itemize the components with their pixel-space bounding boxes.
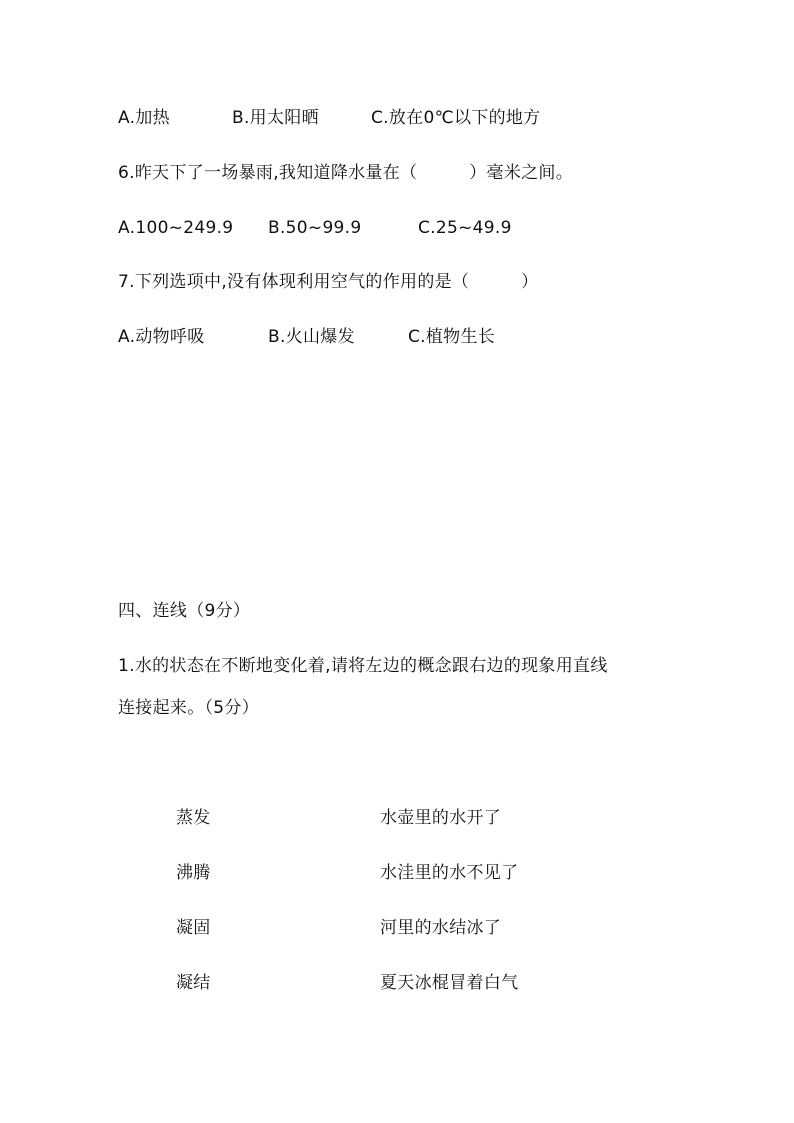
q5-option-c: C.放在0℃以下的地方 [371,108,541,128]
phenomenon-item: 水洼里的水不见了 [380,863,519,883]
phenomenon-item: 河里的水结冰了 [380,918,502,938]
q6-option-c: C.25~49.9 [418,218,512,238]
q6-option-b: B.50~99.9 [268,218,362,238]
section-title: 四、连线（9分） [118,601,251,621]
phenomenon-item: 水壶里的水开了 [380,808,502,828]
question-text-line1: 1.水的状态在不断地变化着,请将左边的概念跟右边的现象用直线 [118,656,608,676]
q7-stem: 7.下列选项中,没有体现利用空气的作用的是（ ） [118,272,539,292]
q6-stem: 6.昨天下了一场暴雨,我知道降水量在（ ）毫米之间。 [118,163,574,183]
q7-option-b: B.火山爆发 [268,327,355,347]
q7-option-a: A.动物呼吸 [118,327,205,347]
concept-item: 蒸发 [176,808,211,828]
q7-option-c: C.植物生长 [408,327,496,347]
concept-item: 凝固 [176,918,211,938]
concept-item: 沸腾 [176,863,211,883]
q5-option-a: A.加热 [118,108,170,128]
phenomenon-item: 夏天冰棍冒着白气 [380,973,519,993]
concept-item: 凝结 [176,973,211,993]
q5-option-b: B.用太阳晒 [232,108,319,128]
q6-option-a: A.100~249.9 [118,218,234,238]
question-text-line2: 连接起来。（5分） [118,698,260,718]
